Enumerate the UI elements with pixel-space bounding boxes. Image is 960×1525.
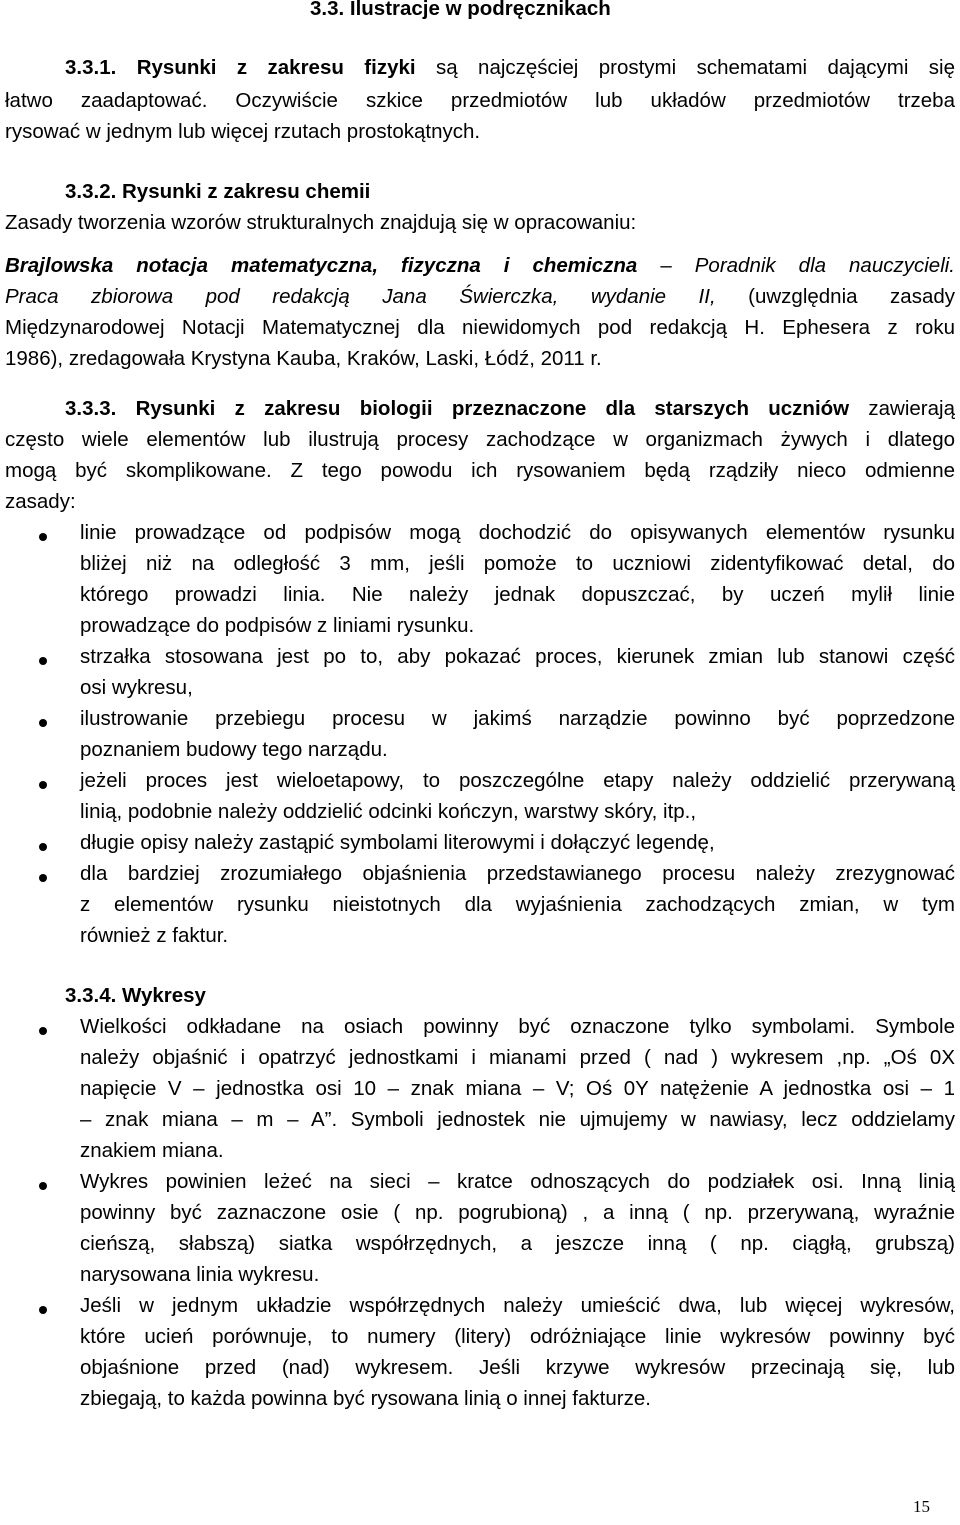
biology-number: 3.3.3. xyxy=(65,397,117,420)
bullet-icon xyxy=(39,1027,47,1035)
charts-bullet-1-line-5: znakiem miana. xyxy=(80,1139,224,1162)
chemistry-line3-rest: (uwzględnia zasady xyxy=(748,285,955,308)
charts-bullet-3-line-3: objaśnione przed (nad) wykresem. Jeśli krzywe wykresów przecinają się, lub xyxy=(80,1356,955,1379)
biology-bullet-4-line-1: jeżeli proces jest wieloetapowy, to poszczególne etapy należy oddzielić przerywaną xyxy=(80,769,955,792)
bullet-icon xyxy=(39,1182,47,1190)
biology-line-2: często wiele elementów lub ilustrują procesy zachodzące w organizmach żywych i dlatego xyxy=(5,428,955,451)
biology-bullet-1-line-1: linie prowadzące od podpisów mogą dochodzić do opisywanych elementów rysunku xyxy=(80,521,955,544)
page-number: 15 xyxy=(913,1497,930,1516)
physics-paragraph-line-1 xyxy=(65,53,955,83)
biology-bullet-2-line-1: strzałka stosowana jest po to, aby pokazać proces, kierunek zmian lub stanowi część xyxy=(80,645,955,668)
biology-line1-text: zawierają xyxy=(868,397,955,420)
chemistry-line-5: 1986), zredagowała Krystyna Kauba, Kraków, Laski, Łódź, 2011 r. xyxy=(5,347,602,370)
bullet-icon xyxy=(39,1306,47,1314)
biology-line-4: zasady: xyxy=(5,490,76,513)
chemistry-book-line xyxy=(5,251,955,281)
bullet-icon xyxy=(39,843,47,851)
biology-bullet-4-line-2: linią, podobnie należy oddzielić odcinki kończyn, warstwy skóry, itp., xyxy=(80,800,697,823)
bullet-icon xyxy=(39,533,47,541)
charts-bullet-2-line-2: powinny być zaznaczone osie ( np. pogrubioną) , a inną ( np. przerywaną, wyraźnie xyxy=(80,1201,955,1224)
charts-bullet-1-line-3: napięcie V – jednostka osi 10 – znak miana – V; Oś 0Y natężenie A jednostka osi – 1 xyxy=(80,1077,955,1100)
biology-line-3: mogą być skomplikowane. Z tego powodu ich rysowaniem będą rządziły nieco odmienne xyxy=(5,459,955,482)
biology-bullet-1-line-2: bliżej niż na odległość 3 mm, jeśli pomoże to uczniowi zidentyfikować detal, do xyxy=(80,552,955,575)
book-subtitle: Poradnik dla nauczycieli. xyxy=(694,254,955,277)
charts-bullet-2-line-1: Wykres powinien leżeć na sieci – kratce odnoszących do podziałek osi. Inną linią xyxy=(80,1170,955,1193)
bullet-icon xyxy=(39,781,47,789)
physics-line1-text: są najczęściej prostymi schematami dającymi się xyxy=(435,56,955,79)
section-heading: 3.3. Ilustracje w podręcznikach xyxy=(310,0,611,20)
chemistry-line-3 xyxy=(5,282,955,312)
biology-bullet-1-line-3: którego prowadzi linia. Nie należy jednak dopuszczać, by uczeń mylił linie xyxy=(80,583,955,606)
chemistry-heading: 3.3.2. Rysunki z zakresu chemii xyxy=(65,180,371,203)
bullet-icon xyxy=(39,657,47,665)
bullet-icon xyxy=(39,874,47,882)
biology-title: Rysunki z zakresu biologii przeznaczone dla starszych uczniów xyxy=(135,397,850,420)
biology-paragraph-line-1 xyxy=(65,394,955,424)
book-title: Brajlowska notacja matematyczna, fizyczna i chemiczna xyxy=(5,254,638,277)
biology-bullet-6-line-2: z elementów rysunku nieistotnych dla wyjaśnienia zachodzących zmian, w tym xyxy=(80,893,955,916)
charts-bullet-1-line-2: należy objaśnić i opatrzyć jednostkami i mianami przed ( nad ) wykresem ,np. „Oś 0X xyxy=(80,1046,955,1069)
book-dash: – xyxy=(660,254,672,277)
chemistry-line-4: Międzynarodowej Notacji Matematycznej dla niewidomych pod redakcją H. Ephesera z roku xyxy=(5,316,955,339)
biology-bullet-1-line-4: prowadzące do podpisów z liniami rysunku. xyxy=(80,614,475,637)
bullet-icon xyxy=(39,719,47,727)
biology-bullet-6-line-3: również z faktur. xyxy=(80,924,229,947)
biology-bullet-5-line-1: długie opisy należy zastąpić symbolami literowymi i dołączyć legendę, xyxy=(80,831,715,854)
biology-bullet-2-line-2: osi wykresu, xyxy=(80,676,193,699)
chemistry-line3-italic: Praca zbiorowa pod redakcją Jana Świerczka, wydanie II, xyxy=(5,285,716,308)
charts-bullet-3-line-2: które ucień porównuje, to numery (litery) odróżniające linie wykresów powinny być xyxy=(80,1325,955,1348)
charts-bullet-1-line-1: Wielkości odkładane na osiach powinny być oznaczone tylko symbolami. Symbole xyxy=(80,1015,955,1038)
charts-bullet-3-line-4: zbiegają, to każda powinna być rysowana linią o innej fakturze. xyxy=(80,1387,651,1410)
chemistry-line-1: Zasady tworzenia wzorów strukturalnych znajdują się w opracowaniu: xyxy=(5,211,637,234)
charts-bullet-1-line-4: – znak miana – m – A”. Symboli jednostek nie ujmujemy w nawiasy, lecz oddzielamy xyxy=(80,1108,955,1131)
biology-bullet-3-line-1: ilustrowanie przebiegu procesu w jakimś narządzie powinno być poprzedzone xyxy=(80,707,955,730)
biology-bullet-6-line-1: dla bardziej zrozumiałego objaśnienia przedstawianego procesu należy zrezygnować xyxy=(80,862,955,885)
charts-bullet-2-line-3: cieńszą, słabszą) siatka współrzędnych, a jeszcze inną ( np. ciągłą, grubszą) xyxy=(80,1232,955,1255)
charts-bullet-3-line-1: Jeśli w jednym układzie współrzędnych należy umieścić dwa, lub więcej wykresów, xyxy=(80,1294,955,1317)
charts-heading: 3.3.4. Wykresy xyxy=(65,984,206,1007)
charts-bullet-2-line-4: narysowana linia wykresu. xyxy=(80,1263,320,1286)
physics-line-2: łatwo zaadaptować. Oczywiście szkice przedmiotów lub układów przedmiotów trzeba xyxy=(5,89,955,112)
biology-bullet-3-line-2: poznaniem budowy tego narządu. xyxy=(80,738,388,761)
physics-number: 3.3.1. xyxy=(65,56,117,79)
physics-line-3: rysować w jednym lub więcej rzutach prostokątnych. xyxy=(5,120,481,143)
physics-title: Rysunki z zakresu fizyki xyxy=(136,56,416,79)
